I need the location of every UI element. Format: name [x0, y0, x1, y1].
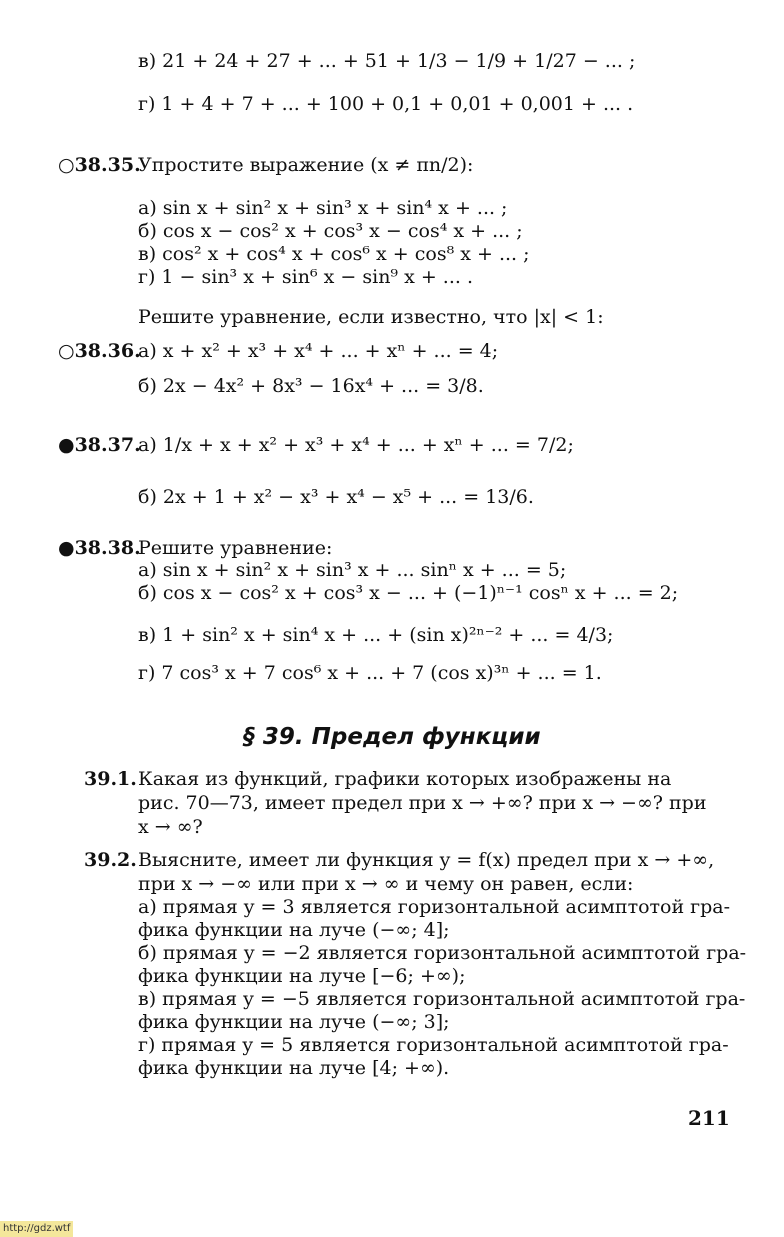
line-p1-g: г) 1 + 4 + 7 + ... + 100 + 0,1 + 0,01 + 0,001 + ... .	[138, 93, 634, 115]
exercise-38-35-b: б) cos x − cos² x + cos³ x − cos⁴ x + ... ;	[138, 220, 523, 242]
line-p1-v: в) 21 + 24 + 27 + ... + 51 + 1/3 − 1/9 + 1/27 − ... ;	[138, 50, 636, 72]
exercise-number-39-2: 39.2.	[84, 849, 137, 871]
exercise-39-2-line5: б) прямая y = −2 является горизонтальной асимптотой гра-	[138, 942, 747, 964]
exercise-38-38-g: г) 7 cos³ x + 7 cos⁶ x + ... + 7 (cos x)³ⁿ + ... = 1.	[138, 662, 602, 684]
exercise-38-35-v: в) cos² x + cos⁴ x + cos⁶ x + cos⁸ x + ... ;	[138, 243, 530, 265]
exercise-number-38-36: ○38.36.	[58, 340, 141, 362]
exercise-number-38-35: ○38.35.	[58, 154, 141, 176]
exercise-38-35-a: а) sin x + sin² x + sin³ x + sin⁴ x + ... ;	[138, 197, 508, 219]
exercise-38-37-a: а) 1/x + x + x² + x³ + x⁴ + ... + xⁿ + ... = 7/2;	[138, 434, 574, 456]
exercise-number-38-38: ●38.38.	[58, 537, 141, 559]
exercise-39-1-line3: x → ∞?	[138, 816, 203, 838]
exercise-39-2-line7: в) прямая y = −5 является горизонтальной асимптотой гра-	[138, 988, 746, 1010]
exercise-number-38-37: ●38.37.	[58, 434, 141, 456]
exercise-39-2-line1: Выясните, имеет ли функция y = f(x) предел при x → +∞,	[138, 849, 715, 871]
exercise-38-35-g: г) 1 − sin³ x + sin⁶ x − sin⁹ x + ... .	[138, 266, 473, 288]
watermark-link[interactable]: http://gdz.wtf	[0, 1221, 73, 1237]
exercise-39-2-line2: при x → −∞ или при x → ∞ и чему он равен, если:	[138, 873, 634, 895]
exercise-number-39-1: 39.1.	[84, 768, 137, 790]
exercise-39-1-line2: рис. 70—73, имеет предел при x → +∞? при x → −∞? при	[138, 792, 707, 814]
exercise-39-2-line10: фика функции на луче [4; +∞).	[138, 1057, 450, 1079]
exercise-38-38-statement: Решите уравнение:	[138, 537, 333, 559]
section-heading: § 39. Предел функции	[243, 724, 541, 750]
exercise-38-36-b: б) 2x − 4x² + 8x³ − 16x⁴ + ... = 3/8.	[138, 375, 484, 397]
exercise-39-2-line4: фика функции на луче (−∞; 4];	[138, 919, 450, 941]
exercise-38-36-a: а) x + x² + x³ + x⁴ + ... + xⁿ + ... = 4;	[138, 340, 499, 362]
exercise-38-38-b: б) cos x − cos² x + cos³ x − ... + (−1)ⁿ⁻¹ cosⁿ x + ... = 2;	[138, 582, 679, 604]
exercise-38-37-b: б) 2x + 1 + x² − x³ + x⁴ − x⁵ + ... = 13/6.	[138, 486, 534, 508]
exercise-38-38-v: в) 1 + sin² x + sin⁴ x + ... + (sin x)²ⁿ⁻² + ... = 4/3;	[138, 624, 614, 646]
page-number: 211	[688, 1106, 730, 1130]
exercise-38-35-statement: Упростите выражение (x ≠ πn/2):	[138, 154, 474, 176]
exercise-39-2-line3: а) прямая y = 3 является горизонтальной асимптотой гра-	[138, 896, 731, 918]
equation-intro: Решите уравнение, если известно, что |x| < 1:	[138, 306, 604, 328]
exercise-39-2-line9: г) прямая y = 5 является горизонтальной асимптотой гра-	[138, 1034, 729, 1056]
exercise-39-2-line6: фика функции на луче [−6; +∞);	[138, 965, 466, 987]
exercise-39-1-line1: Какая из функций, графики которых изображены на	[138, 768, 672, 790]
exercise-39-2-line8: фика функции на луче (−∞; 3];	[138, 1011, 450, 1033]
exercise-38-38-a: а) sin x + sin² x + sin³ x + ... sinⁿ x + ... = 5;	[138, 559, 567, 581]
